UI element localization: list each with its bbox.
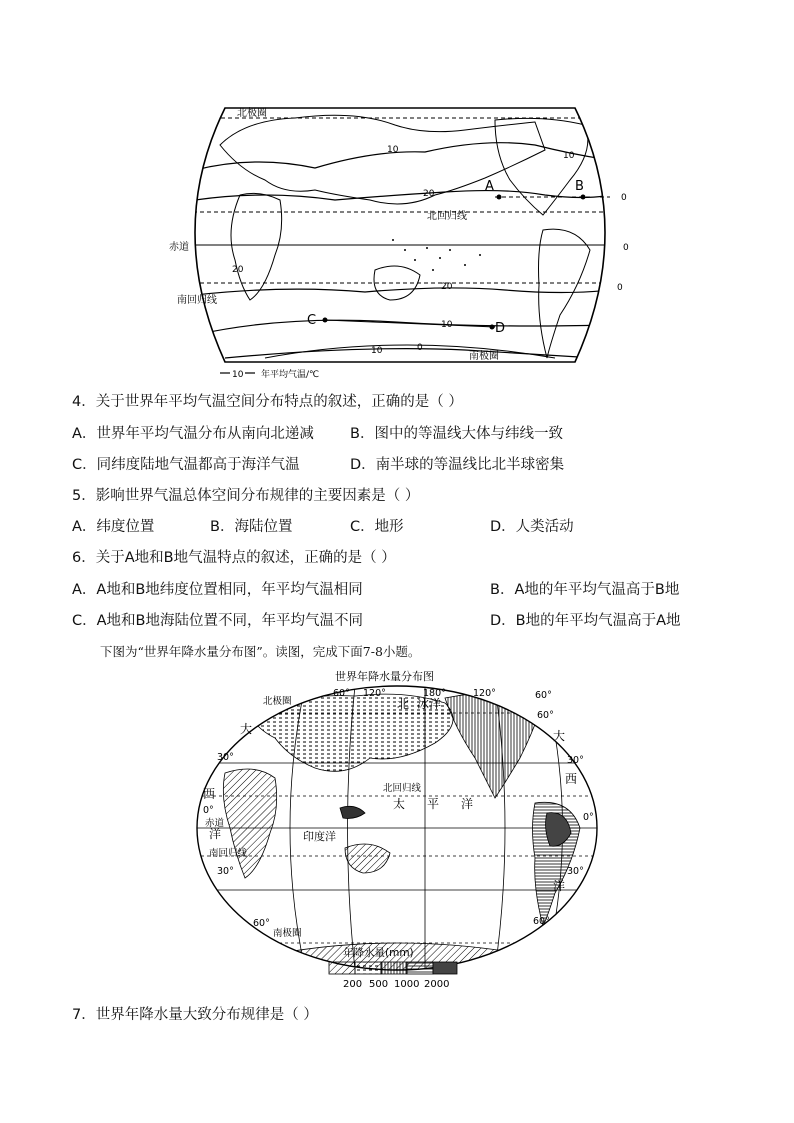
- legend-500: 500: [369, 979, 389, 990]
- question-6-stem: 6．关于A地和B地气温特点的叙述，正确的是（ ）: [72, 550, 396, 566]
- label-point-b: B: [575, 179, 584, 194]
- label-lon-120w: 120°: [473, 688, 496, 699]
- point-c-marker: [323, 318, 328, 323]
- label-tropic-north-2: 北回归线: [383, 783, 422, 794]
- label-pacific-3: 洋: [461, 797, 474, 811]
- label-arctic-circle-2: 北极圈: [263, 696, 292, 707]
- question-4-stem: 4．关于世界年平均气温空间分布特点的叙述，正确的是（ ）: [72, 394, 463, 410]
- q6-option-b[interactable]: B．A地的年平均气温高于B地: [490, 582, 680, 598]
- label-r-60s: 60°: [533, 916, 550, 927]
- precip-map-title: 世界年降水量分布图: [335, 670, 434, 683]
- iso-label-0-ant: 0: [417, 343, 423, 353]
- label-pacific-2: 平: [427, 797, 440, 811]
- q6-option-a[interactable]: A．A地和B地纬度位置相同，年平均气温相同: [72, 582, 363, 598]
- label-pacific-1: 太: [393, 797, 406, 811]
- legend-value: 10: [232, 370, 244, 380]
- label-lat-0: 0°: [203, 805, 214, 816]
- q4-option-b[interactable]: B．图中的等温线大体与纬线一致: [350, 426, 563, 442]
- label-lat-30s: 30°: [217, 866, 234, 877]
- iso-label-0-e2: 0: [623, 243, 629, 253]
- question-5-stem: 5．影响世界气温总体空间分布规律的主要因素是（ ）: [72, 488, 420, 504]
- label-point-d: D: [495, 321, 506, 336]
- q6-option-c[interactable]: C．A地和B地海陆位置不同，年平均气温不同: [72, 613, 363, 629]
- label-r-30n: 30°: [567, 755, 584, 766]
- label-r-0: 0°: [583, 812, 594, 823]
- label-atl-west-3: 洋: [209, 827, 222, 841]
- label-lat-30n: 30°: [217, 752, 234, 763]
- label-equator: 赤道: [169, 242, 189, 253]
- label-antarctic-circle: 南极圈: [469, 351, 499, 362]
- label-lon-180: 180°: [423, 688, 446, 699]
- precipitation-map: [195, 668, 600, 993]
- q4-option-a[interactable]: A．世界年平均气温分布从南向北递减: [72, 426, 314, 442]
- legend-200: 200: [343, 979, 363, 990]
- label-tropic-north: 北回归线: [427, 211, 467, 222]
- point-d-marker: [490, 325, 495, 330]
- iso-label-20-w: 20: [232, 265, 244, 275]
- label-lat-60s: 60°: [253, 918, 270, 929]
- iso-label-20-s: 20: [441, 282, 453, 292]
- iso-label-10-n2: 10: [563, 151, 575, 161]
- label-lon-60w: 60°: [537, 710, 554, 721]
- map1-legend: [220, 368, 319, 380]
- iso-label-10-ant: 10: [371, 346, 383, 356]
- point-a-marker: [497, 195, 502, 200]
- legend-1000: 1000: [394, 979, 420, 990]
- legend-title: 年降水量(mm): [343, 947, 414, 959]
- point-b-marker: [581, 195, 586, 200]
- label-atl-east-2: 西: [565, 772, 578, 786]
- label-point-c: C: [307, 313, 317, 328]
- label-arctic-circle: 北极圈: [237, 108, 267, 119]
- intro-text: 下图为“世界年降水量分布图”。读图，完成下面7-8小题。: [100, 644, 421, 659]
- iso-label-10-s: 10: [441, 320, 453, 330]
- label-tropic-south-2: 南回归线: [209, 848, 248, 859]
- q4-option-d[interactable]: D．南半球的等温线比北半球密集: [350, 457, 565, 473]
- label-r-30s: 30°: [567, 866, 584, 877]
- legend-2000: 2000: [424, 979, 450, 990]
- question-7-stem: 7．世界年降水量大致分布规律是（ ）: [72, 1007, 318, 1023]
- temperature-map: [165, 100, 635, 380]
- q4-option-c[interactable]: C．同纬度陆地气温都高于海洋气温: [72, 457, 300, 473]
- label-lon-60: 60°: [333, 688, 350, 699]
- iso-label-20-n: 20: [423, 189, 435, 199]
- iso-label-0-e1: 0: [621, 193, 627, 203]
- label-tropic-south: 南回归线: [177, 295, 217, 306]
- legend-text: 年平均气温/℃: [261, 370, 320, 380]
- label-r-60n: 60°: [535, 690, 552, 701]
- label-arctic-ocean-2: 冰洋: [417, 697, 442, 711]
- q5-option-c[interactable]: C．地形: [350, 519, 404, 535]
- label-atl-east-1: 大: [553, 729, 566, 743]
- label-arctic-ocean-1: 北: [397, 697, 410, 711]
- label-equator-2: 赤道: [205, 818, 225, 829]
- q5-option-b[interactable]: B．海陆位置: [210, 519, 293, 535]
- iso-label-10-n1: 10: [387, 145, 399, 155]
- label-lon-120: 120°: [363, 688, 386, 699]
- iso-label-0-e3: 0: [617, 283, 623, 293]
- label-atl-left-1: 大: [240, 722, 253, 736]
- q5-option-a[interactable]: A．纬度位置: [72, 519, 155, 535]
- label-indian-ocean: 印度洋: [303, 830, 336, 843]
- label-atl-west-1: 西: [203, 787, 216, 801]
- label-antarctic-circle-2: 南极圈: [273, 928, 302, 939]
- label-point-a: A: [485, 179, 494, 194]
- label-atl-east-3: 洋: [553, 879, 566, 893]
- q6-option-d[interactable]: D．B地的年平均气温高于A地: [490, 613, 681, 629]
- q5-option-d[interactable]: D．人类活动: [490, 519, 574, 535]
